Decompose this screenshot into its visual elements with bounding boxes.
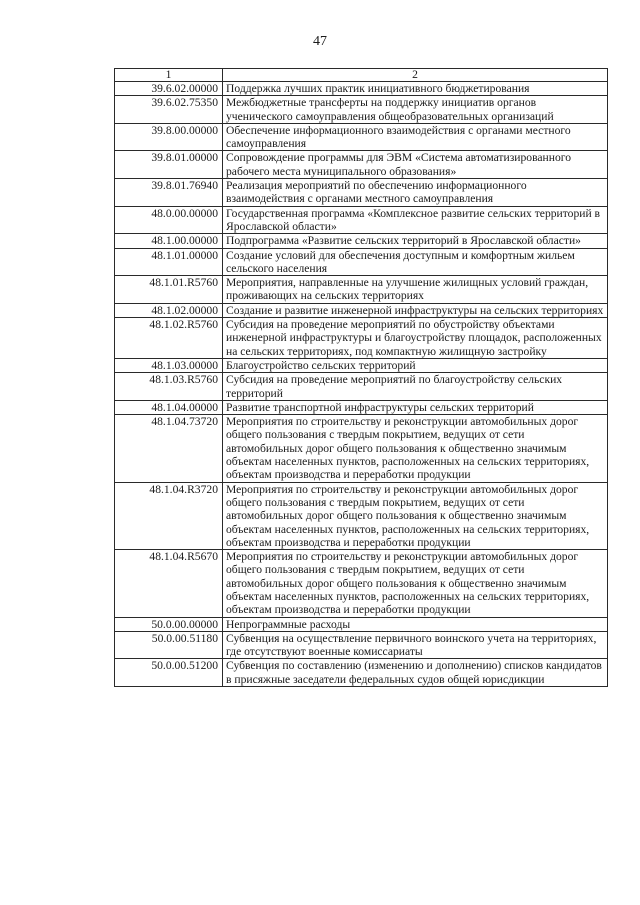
classification-description: Мероприятия, направленные на улучшение жилищных условий граждан, проживающих на сельских территориях (223, 276, 608, 304)
classification-code: 48.1.04.R3720 (115, 482, 223, 549)
classification-code: 48.1.04.R5670 (115, 550, 223, 617)
classification-description: Субвенция по составлению (изменению и дополнению) списков кандидатов в присяжные заседатели федеральных судов общей юрисдикции (223, 659, 608, 687)
classification-description: Подпрограмма «Развитие сельских территорий в Ярославской области» (223, 234, 608, 248)
table-row (115, 373, 608, 401)
classification-description: Государственная программа «Комплексное развитие сельских территорий в Ярославской области» (223, 206, 608, 234)
table-row (115, 631, 608, 659)
column-header-description: 2 (223, 69, 608, 82)
budget-classification-table (114, 68, 608, 687)
table-row (115, 358, 608, 372)
classification-code: 50.0.00.00000 (115, 617, 223, 631)
classification-code: 48.1.02.R5760 (115, 318, 223, 359)
classification-code: 48.1.02.00000 (115, 303, 223, 317)
table-row (115, 179, 608, 207)
classification-code: 48.0.00.00000 (115, 206, 223, 234)
classification-description: Мероприятия по строительству и реконструкции автомобильных дорог общего пользования с твердым покрытием, ведущих от сети автомобильных дорог общего пользования к общественно значимым объектам населенных пунктов, расположенных на сельских территориях, объектам производства и переработки продукции (223, 482, 608, 549)
classification-description: Поддержка лучших практик инициативного бюджетирования (223, 82, 608, 96)
table-row (115, 96, 608, 124)
table-row (115, 123, 608, 151)
classification-code: 50.0.00.51200 (115, 659, 223, 687)
classification-description: Создание условий для обеспечения доступным и комфортным жильем сельского населения (223, 248, 608, 276)
classification-description: Создание и развитие инженерной инфраструктуры на сельских территориях (223, 303, 608, 317)
classification-description: Межбюджетные трансферты на поддержку инициатив органов ученического самоуправления общеобразовательных организаций (223, 96, 608, 124)
table-row (115, 234, 608, 248)
table-row (115, 415, 608, 482)
classification-description: Субсидия на проведение мероприятий по обустройству объектами инженерной инфраструктуры и благоустройству площадок, расположенных на сельских территориях, под компактную жилищную застройку (223, 318, 608, 359)
classification-code: 48.1.04.00000 (115, 400, 223, 414)
table-row (115, 82, 608, 96)
classification-code: 39.8.00.00000 (115, 123, 223, 151)
classification-code: 48.1.01.R5760 (115, 276, 223, 304)
table-row (115, 659, 608, 687)
classification-description: Обеспечение информационного взаимодействия с органами местного самоуправления (223, 123, 608, 151)
classification-code: 48.1.01.00000 (115, 248, 223, 276)
classification-description: Благоустройство сельских территорий (223, 358, 608, 372)
classification-code: 39.6.02.75350 (115, 96, 223, 124)
classification-code: 50.0.00.51180 (115, 631, 223, 659)
table-row (115, 550, 608, 617)
classification-code: 39.8.01.76940 (115, 179, 223, 207)
table-row (115, 303, 608, 317)
table-row (115, 318, 608, 359)
table-row (115, 248, 608, 276)
column-header-code: 1 (115, 69, 223, 82)
table-header-row (115, 69, 608, 82)
table-row (115, 617, 608, 631)
classification-code: 48.1.03.00000 (115, 358, 223, 372)
classification-code: 39.8.01.00000 (115, 151, 223, 179)
page-number: 47 (313, 34, 327, 49)
classification-description: Непрограммные расходы (223, 617, 608, 631)
table-body (115, 82, 608, 687)
classification-code: 39.6.02.00000 (115, 82, 223, 96)
classification-description: Субвенция на осуществление первичного воинского учета на территориях, где отсутствуют военные комиссариаты (223, 631, 608, 659)
classification-description: Мероприятия по строительству и реконструкции автомобильных дорог общего пользования с твердым покрытием, ведущих от сети автомобильных дорог общего пользования к общественно значимым объектам населенных пунктов, расположенных на сельских территориях, объектам производства и переработки продукции (223, 550, 608, 617)
table-row (115, 400, 608, 414)
classification-description: Субсидия на проведение мероприятий по благоустройству сельских территорий (223, 373, 608, 401)
classification-description: Мероприятия по строительству и реконструкции автомобильных дорог общего пользования с твердым покрытием, ведущих от сети автомобильных дорог общего пользования к общественно значимым объектам населенных пунктов, расположенных на сельских территориях, объектам производства и переработки продукции (223, 415, 608, 482)
table-row (115, 276, 608, 304)
classification-code: 48.1.04.73720 (115, 415, 223, 482)
table-row (115, 151, 608, 179)
classification-code: 48.1.03.R5760 (115, 373, 223, 401)
table-row (115, 206, 608, 234)
classification-code: 48.1.00.00000 (115, 234, 223, 248)
table-row (115, 482, 608, 549)
classification-description: Сопровождение программы для ЭВМ «Система автоматизированного рабочего места муниципального образования» (223, 151, 608, 179)
classification-description: Реализация мероприятий по обеспечению информационного взаимодействия с органами местного самоуправления (223, 179, 608, 207)
classification-description: Развитие транспортной инфраструктуры сельских территорий (223, 400, 608, 414)
